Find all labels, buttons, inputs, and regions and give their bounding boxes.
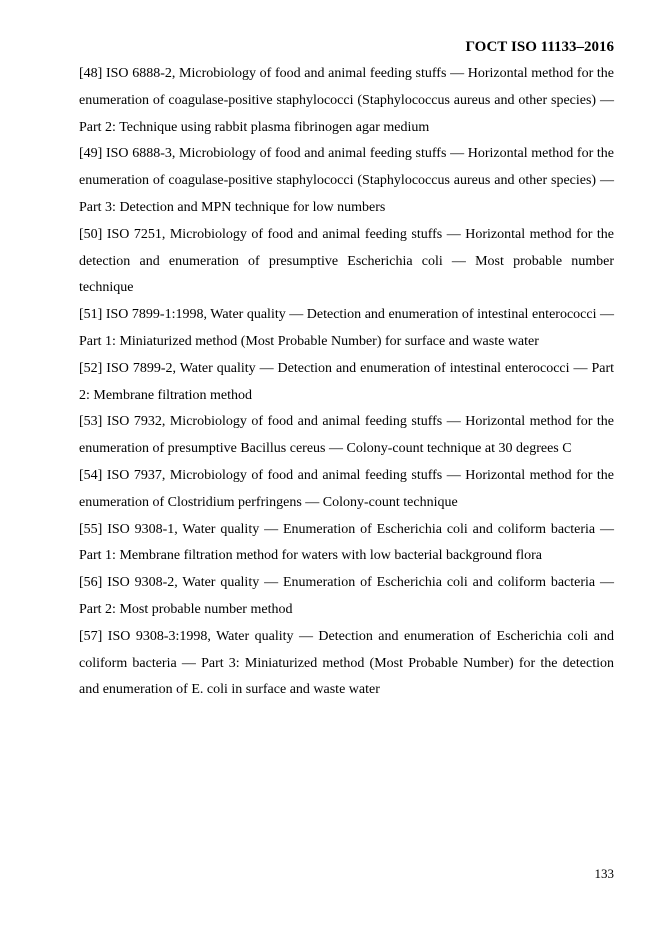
reference-item: [56] ISO 9308-2, Water quality — Enumeration of Escherichia coli and coliform bacteria — Part 2: Most probable number method: [79, 575, 614, 617]
reference-item: [50] ISO 7251, Microbiology of food and animal feeding stuffs — Horizontal method for the detection and enumeration of presumptive Escherichia coli — Most probable number technique: [79, 226, 614, 296]
reference-item: [57] ISO 9308-3:1998, Water quality — Detection and enumeration of Escherichia coli and coliform bacteria — Part 3: Miniaturized method (Most Probable Number) for the detection and enumeration of E. coli in surface and waste water: [79, 628, 614, 698]
reference-item: [55] ISO 9308-1, Water quality — Enumeration of Escherichia coli and coliform bacteria — Part 1: Membrane filtration method for waters with low bacterial background flora: [79, 521, 614, 564]
standard-code-header: ГОСТ ISO 11133–2016: [465, 39, 614, 55]
reference-item: [48] ISO 6888-2, Microbiology of food and animal feeding stuffs — Horizontal method for the enumeration of coagulase-positive staphylococci (Staphylococcus aureus and other species) — Part 2: Technique using rabbit plasma fibrinogen agar medium: [79, 66, 614, 135]
bibliography-list: [79, 61, 614, 704]
reference-item: [49] ISO 6888-3, Microbiology of food and animal feeding stuffs — Horizontal method for the enumeration of coagulase-positive staphylococci (Staphylococcus aureus and other species) — Part 3: Detection and MPN technique for low numbers: [79, 146, 614, 215]
page-number: 133: [594, 866, 614, 881]
reference-item: [51] ISO 7899-1:1998, Water quality — Detection and enumeration of intestinal enterococci — Part 1: Miniaturized method (Most Probable Number) for surface and waste water: [79, 307, 614, 349]
reference-item: [54] ISO 7937, Microbiology of food and animal feeding stuffs — Horizontal method for the enumeration of Clostridium perfringens — Colony-count technique: [79, 467, 614, 510]
reference-item: [52] ISO 7899-2, Water quality — Detection and enumeration of intestinal enterococci — Part 2: Membrane filtration method: [79, 360, 614, 403]
reference-item: [53] ISO 7932, Microbiology of food and animal feeding stuffs — Horizontal method for the enumeration of presumptive Bacillus cereus — Colony-count technique at 30 degrees C: [79, 414, 614, 457]
